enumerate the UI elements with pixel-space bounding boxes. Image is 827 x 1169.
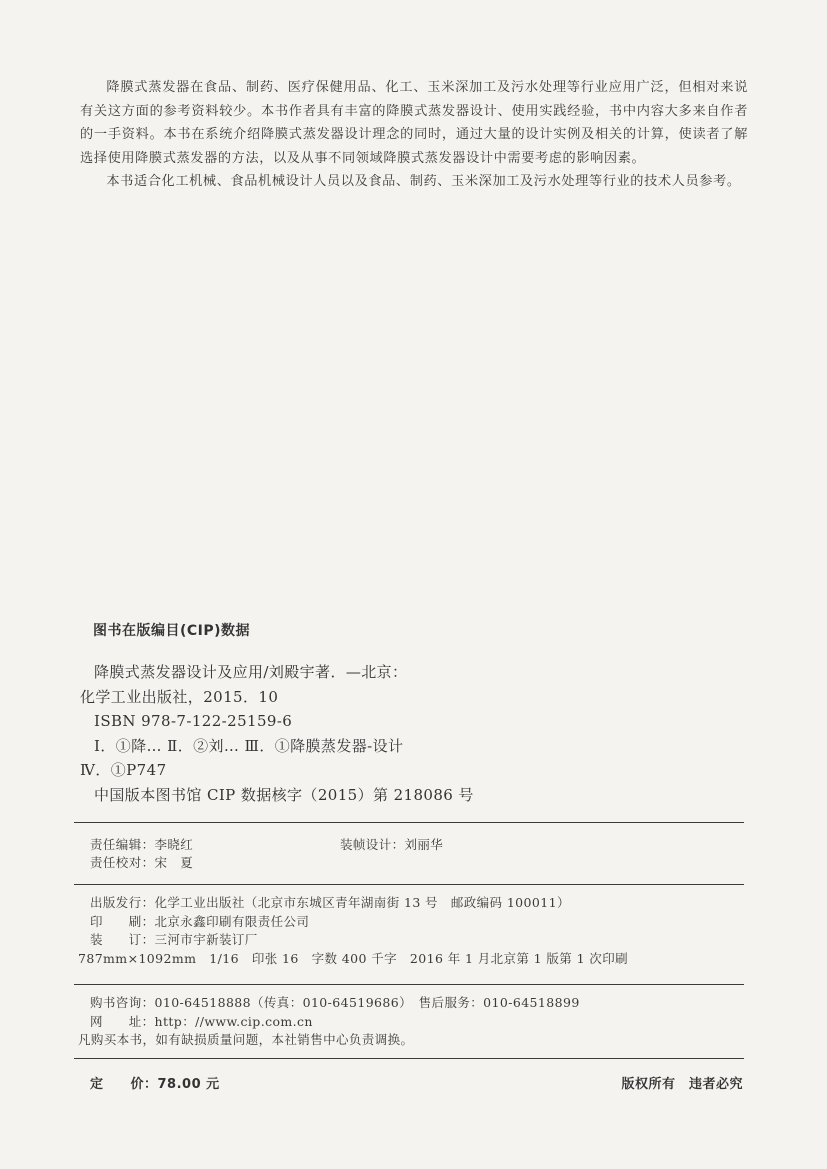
- divider-rule-2: [74, 884, 744, 885]
- cip-isbn-line: ISBN 978-7-122-25159-6: [94, 712, 293, 730]
- blurb-paragraph-1: 降膜式蒸发器在食品、制药、医疗保健用品、化工、玉米深加工及污水处理等行业应用广泛，但相对来说有关这方面的参考资料较少。本书作者具有丰富的降膜式蒸发器设计、使用实践经验，书中内容大多来自作者的一手资料。本书在系统介绍降膜式蒸发器设计理念的同时，通过大量的设计实例及相关的计算，使读者了解选择使用降膜式蒸发器的方法，以及从事不同领域降膜式蒸发器设计中需要考虑的影响因素。: [80, 80, 748, 166]
- publisher-info: 出版发行：化学工业出版社（北京市东城区青年湖南街 13 号 邮政编码 100011）: [90, 895, 570, 910]
- cip-data-block: [80, 660, 740, 807]
- divider-rule-4: [74, 1058, 744, 1059]
- book-blurb: [80, 76, 748, 194]
- cip-classification-line: Ⅳ．①P747: [80, 761, 167, 779]
- credits-block: [90, 836, 444, 872]
- divider-rule-3: [74, 984, 744, 985]
- cip-publisher-line: 化学工业出版社，2015．10: [80, 687, 279, 706]
- blurb-paragraph-2: 本书适合化工机械、食品机械设计人员以及食品、制药、玉米深加工及污水处理等行业的技术人员参考。: [106, 174, 741, 189]
- price-label: 定 价：78.00 元: [90, 1077, 220, 1092]
- cip-record-number-line: 中国版本图书馆 CIP 数据核字（2015）第 218086 号: [94, 785, 474, 804]
- responsible-proofreader: 责任校对：宋 夏: [90, 855, 194, 870]
- cip-heading: 图书在版编目(CIP)数据: [93, 623, 251, 639]
- print-specs: 787mm×1092mm 1/16 印张 16 字数 400 千字 2016 年 1 月北京第 1 版第 1 次印刷: [78, 950, 628, 966]
- contact-block: [78, 994, 580, 1050]
- divider-rule-1: [74, 822, 744, 823]
- copyright-notice: 版权所有 违者必究: [621, 1077, 743, 1092]
- binder-info: 装 订：三河市宇新装订厂: [90, 932, 258, 947]
- publishing-block: [78, 894, 628, 968]
- defect-notice: 凡购买本书，如有缺损质量问题，本社销售中心负责调换。: [78, 1032, 414, 1047]
- purchase-contact: 购书咨询：010-64518888（传真：010-64519686） 售后服务：010-64518899: [90, 995, 580, 1010]
- responsible-editor: 责任编辑：李晓红: [90, 837, 194, 852]
- cip-title-line: 降膜式蒸发器设计及应用/刘殿宇著．—北京：: [94, 663, 408, 681]
- cip-subject-line: Ⅰ．①降… Ⅱ．②刘… Ⅲ．①降膜蒸发器-设计: [94, 736, 404, 755]
- printer-info: 印 刷：北京永鑫印刷有限责任公司: [90, 913, 310, 929]
- cover-designer: 装帧设计：刘丽华: [340, 837, 444, 852]
- website-info: 网 址：http：//www.cip.com.cn: [90, 1013, 313, 1029]
